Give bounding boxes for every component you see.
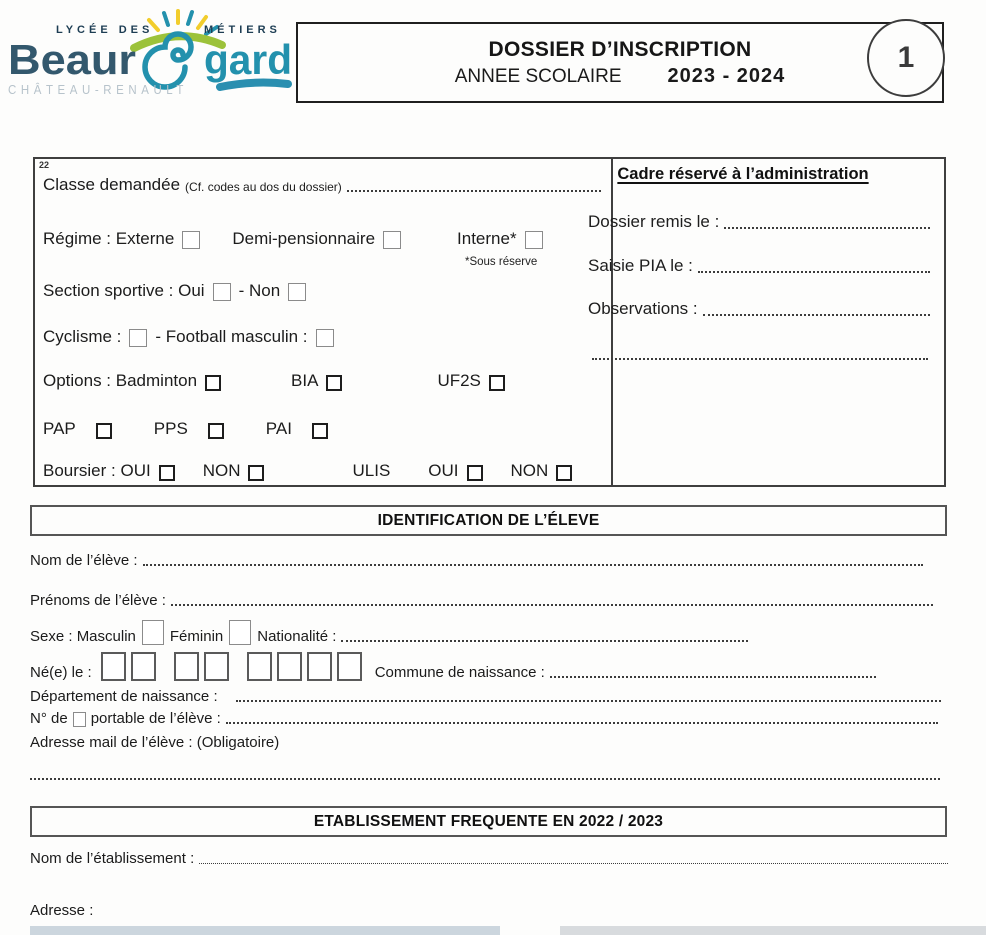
- bia-checkbox[interactable]: [326, 375, 342, 391]
- identification-section-header: [30, 505, 947, 536]
- feminin-label: Féminin: [169, 628, 224, 645]
- etablissement-header-text: ETABLISSEMENT FREQUENTE EN 2022 / 2023: [313, 812, 664, 830]
- section-sportive-label: Section sportive : Oui: [43, 281, 205, 300]
- document-title: DOSSIER D’INSCRIPTION: [488, 37, 752, 61]
- pai-checkbox[interactable]: [312, 423, 328, 439]
- departement-naissance-label: Département de naissance :: [30, 688, 218, 705]
- prenoms-eleve-field[interactable]: [171, 604, 933, 606]
- adresse-label: Adresse :: [30, 902, 94, 919]
- cyclisme-label: Cyclisme :: [43, 327, 122, 346]
- logo-lycee-des: LYCÉE DES: [56, 24, 154, 36]
- classe-demandee-label: Classe demandée: [43, 175, 181, 194]
- demi-pensionnaire-checkbox[interactable]: [383, 231, 401, 249]
- birth-year-boxes[interactable]: [247, 652, 362, 681]
- options-badminton-label: Options : Badminton: [43, 371, 198, 390]
- saisie-pia-field[interactable]: [698, 271, 930, 273]
- school-logo-art: [6, 8, 294, 103]
- nationalite-field[interactable]: [341, 640, 748, 642]
- nationalite-label: Nationalité :: [257, 628, 337, 645]
- dossier-remis-field[interactable]: [724, 227, 930, 229]
- nom-eleve-field[interactable]: [143, 564, 923, 566]
- nom-eleve-label: Nom de l’élève :: [30, 552, 138, 569]
- externe-checkbox[interactable]: [182, 231, 200, 249]
- column-divider: [611, 159, 613, 485]
- portable-eleve-label: portable de l’élève :: [90, 710, 221, 727]
- logo-city: CHÂTEAU-RENAULT: [8, 83, 205, 97]
- pai-label: PAI: [265, 419, 292, 438]
- ulis-oui-checkbox[interactable]: [467, 465, 483, 481]
- birth-month-boxes[interactable]: [174, 652, 229, 681]
- page-number-badge: [867, 19, 945, 97]
- sous-reserve-note: *Sous réserve: [465, 256, 538, 268]
- logo-name-end: gard: [204, 36, 292, 83]
- demi-pensionnaire-label: Demi-pensionnaire: [232, 229, 376, 248]
- football-checkbox[interactable]: [316, 329, 334, 347]
- boursier-non-label: NON: [202, 461, 241, 480]
- boursier-oui-label: Boursier : OUI: [43, 461, 151, 480]
- ne-le-label: Né(e) le :: [30, 664, 92, 681]
- portable-eleve-field[interactable]: [226, 722, 938, 724]
- pps-label: PPS: [153, 419, 188, 438]
- prenoms-eleve-label: Prénoms de l’élève :: [30, 592, 166, 609]
- scan-artifact-band-left: [30, 926, 500, 935]
- school-year-label: ANNEE SCOLAIRE: [454, 65, 622, 87]
- classe-demandee-note: (Cf. codes au dos du dossier): [185, 180, 342, 194]
- adresse-mail-field[interactable]: [30, 778, 940, 780]
- scan-artifact-band-right: [560, 926, 986, 935]
- classe-demandee-field[interactable]: [347, 190, 601, 192]
- identification-header-text: IDENTIFICATION DE L’ÉLEVE: [377, 511, 600, 529]
- observations-field[interactable]: [703, 314, 930, 316]
- section-non-label: - Non: [238, 281, 281, 300]
- admin-box-title: Cadre réservé à l’administration: [617, 165, 869, 183]
- regime-externe-label: Régime : Externe: [43, 229, 175, 248]
- masculin-checkbox[interactable]: [142, 620, 164, 645]
- boursier-non-checkbox[interactable]: [248, 465, 264, 481]
- saisie-pia-label: Saisie PIA le :: [588, 256, 693, 275]
- birth-day-boxes[interactable]: [101, 652, 156, 681]
- school-year-value: 2023 - 2024: [667, 64, 786, 87]
- observations-label: Observations :: [588, 299, 698, 318]
- corner-mark: 22: [39, 160, 50, 170]
- ulis-label: ULIS: [352, 461, 391, 480]
- adresse-mail-label: Adresse mail de l’élève : (Obligatoire): [30, 734, 280, 751]
- badminton-checkbox[interactable]: [205, 375, 221, 391]
- numero-de-label: N° de: [30, 710, 68, 727]
- section-oui-checkbox[interactable]: [213, 283, 231, 301]
- ulis-non-checkbox[interactable]: [556, 465, 572, 481]
- phone-checkbox[interactable]: [73, 712, 86, 727]
- page-number: 1: [897, 41, 915, 74]
- logo-metiers: MÉTIERS: [204, 24, 281, 36]
- class-request-box: [33, 157, 946, 487]
- departement-naissance-field[interactable]: [236, 700, 941, 702]
- sexe-masculin-label: Sexe : Masculin: [30, 628, 136, 645]
- pap-checkbox[interactable]: [96, 423, 112, 439]
- uf2s-checkbox[interactable]: [489, 375, 505, 391]
- interne-label: Interne*: [457, 229, 517, 248]
- pap-label: PAP: [43, 419, 76, 438]
- school-logo: [6, 8, 294, 103]
- observations-field-line2[interactable]: [592, 358, 928, 360]
- uf2s-label: UF2S: [437, 371, 481, 390]
- bia-label: BIA: [291, 371, 319, 390]
- ulis-non-label: NON: [510, 461, 549, 480]
- document-title-box: [296, 22, 944, 103]
- commune-naissance-field[interactable]: [550, 676, 876, 678]
- football-label: - Football masculin :: [155, 327, 308, 346]
- dossier-remis-label: Dossier remis le :: [588, 212, 720, 231]
- nom-etablissement-label: Nom de l’établissement :: [30, 850, 195, 867]
- boursier-oui-checkbox[interactable]: [159, 465, 175, 481]
- logo-name-start: Beaur: [8, 36, 136, 83]
- cyclisme-checkbox[interactable]: [129, 329, 147, 347]
- pps-checkbox[interactable]: [208, 423, 224, 439]
- feminin-checkbox[interactable]: [229, 620, 251, 645]
- interne-checkbox[interactable]: [525, 231, 543, 249]
- blue-brush-stroke-icon: [220, 83, 288, 87]
- etablissement-section-header: [30, 806, 947, 837]
- section-non-checkbox[interactable]: [288, 283, 306, 301]
- commune-naissance-label: Commune de naissance :: [374, 664, 545, 681]
- ulis-oui-label: OUI: [428, 461, 459, 480]
- nom-etablissement-field[interactable]: [199, 863, 948, 864]
